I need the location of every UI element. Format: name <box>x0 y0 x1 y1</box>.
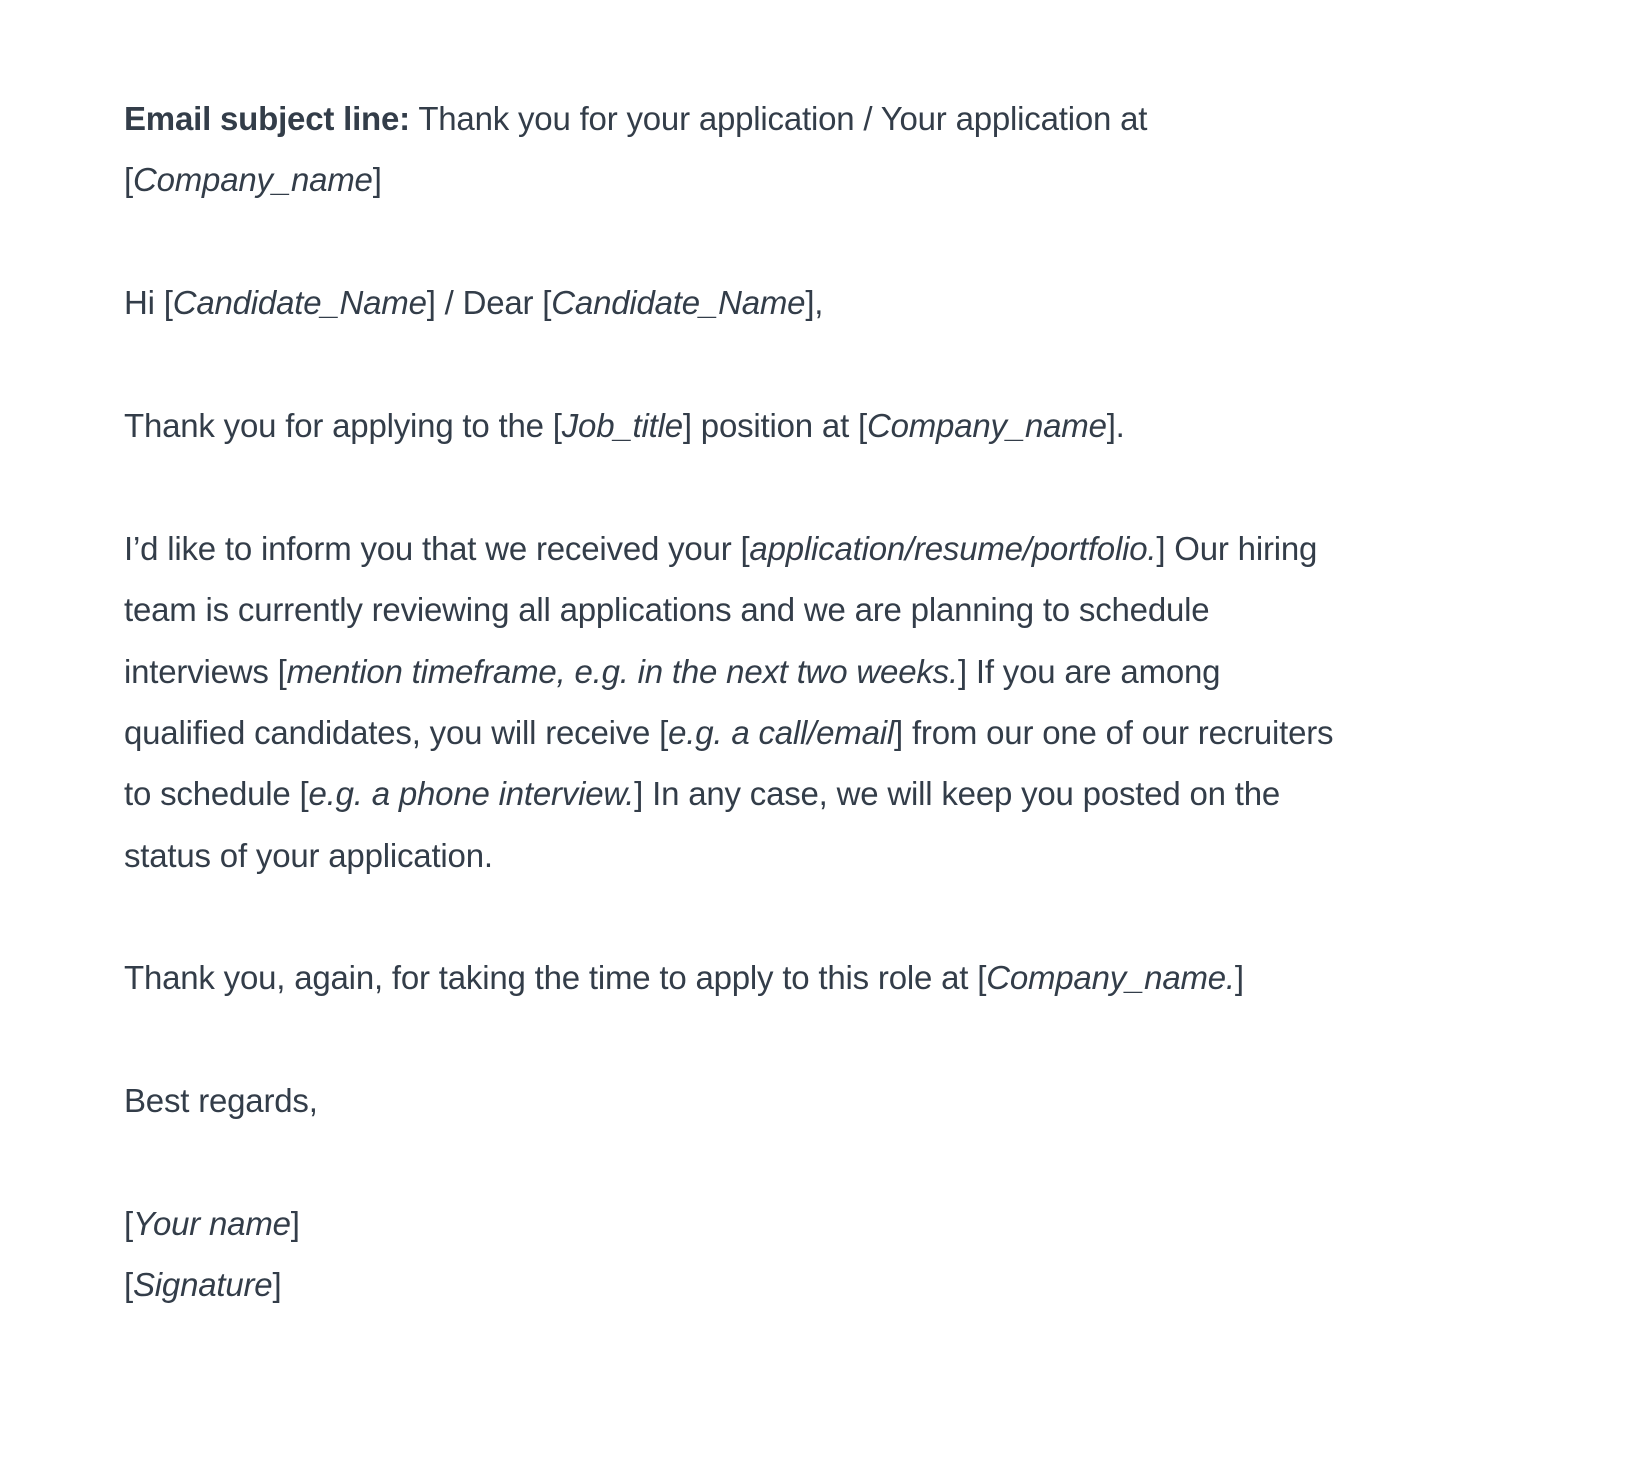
placeholder-job-title: Job_title <box>561 406 683 444</box>
paragraph-text: team is currently reviewing all applications and we are planning to schedule <box>124 591 1210 629</box>
paragraph-text: ] If you are among <box>957 652 1221 690</box>
spacer <box>124 1009 1333 1070</box>
bracket: ] <box>290 1205 300 1243</box>
subject-label: Email subject line: <box>124 100 410 137</box>
paragraph-thanks <box>124 947 1333 1008</box>
paragraph-text: ]. <box>1106 406 1125 444</box>
subject-line <box>124 88 1333 149</box>
placeholder-candidate-name: Candidate_Name <box>172 284 427 322</box>
paragraph-text: ] position at [ <box>682 406 867 444</box>
greeting-text: ] / Dear [ <box>426 284 552 322</box>
placeholder-company-name: Company_name <box>132 161 373 199</box>
paragraph-text: ] Our hiring <box>1156 529 1318 567</box>
placeholder-company-name: Company_name <box>866 406 1107 444</box>
subject-line-cont <box>124 149 1333 210</box>
bracket: ] <box>272 1266 282 1304</box>
spacer <box>124 334 1333 395</box>
email-template-document <box>124 88 1333 1316</box>
greeting-line <box>124 272 1333 333</box>
bracket: [ <box>124 1266 133 1304</box>
paragraph-text: qualified candidates, you will receive [ <box>124 713 669 751</box>
placeholder-company-name: Company_name. <box>986 959 1235 997</box>
paragraph-text: Thank you for applying to the [ <box>124 406 562 444</box>
paragraph-line <box>124 518 1333 579</box>
paragraph-line <box>124 763 1333 824</box>
bracket: ] <box>372 161 382 199</box>
placeholder-contact-method: e.g. a call/email <box>668 713 895 751</box>
bracket: [ <box>124 161 133 199</box>
spacer <box>124 456 1333 517</box>
paragraph-text: I’d like to inform you that we received your [ <box>124 529 750 567</box>
placeholder-your-name: Your name <box>132 1205 291 1243</box>
paragraph-text: ] from our one of our recruiters <box>894 713 1334 751</box>
greeting-text: ], <box>805 284 824 322</box>
greeting-text: Hi [ <box>124 284 173 322</box>
signature-line <box>124 1254 1333 1315</box>
paragraph-line <box>124 825 1333 886</box>
placeholder-interview-type: e.g. a phone interview. <box>308 775 635 813</box>
subject-text: Thank you for your application / Your application at <box>409 100 1148 137</box>
spacer <box>124 886 1333 947</box>
paragraph-text: to schedule [ <box>124 775 309 813</box>
spacer <box>124 211 1333 272</box>
paragraph-text: interviews [ <box>124 652 287 690</box>
bracket: [ <box>124 1205 133 1243</box>
signature-name-line <box>124 1193 1333 1254</box>
closing-line: Best regards, <box>124 1082 318 1120</box>
paragraph-line <box>124 702 1333 763</box>
placeholder-candidate-name: Candidate_Name <box>551 284 806 322</box>
paragraph-text: ] <box>1234 959 1244 997</box>
placeholder-timeframe: mention timeframe, e.g. in the next two weeks. <box>286 652 958 690</box>
paragraph-line <box>124 641 1333 702</box>
paragraph-details <box>124 518 1333 886</box>
paragraph-text: status of your application. <box>124 836 493 874</box>
placeholder-application-type: application/resume/portfolio. <box>749 529 1157 567</box>
spacer <box>124 1132 1333 1193</box>
placeholder-signature: Signature <box>132 1266 273 1304</box>
paragraph-text: ] In any case, we will keep you posted on the <box>634 775 1281 813</box>
paragraph-text: Thank you, again, for taking the time to apply to this role at [ <box>124 959 987 997</box>
paragraph-intro <box>124 395 1333 456</box>
paragraph-line <box>124 579 1333 640</box>
